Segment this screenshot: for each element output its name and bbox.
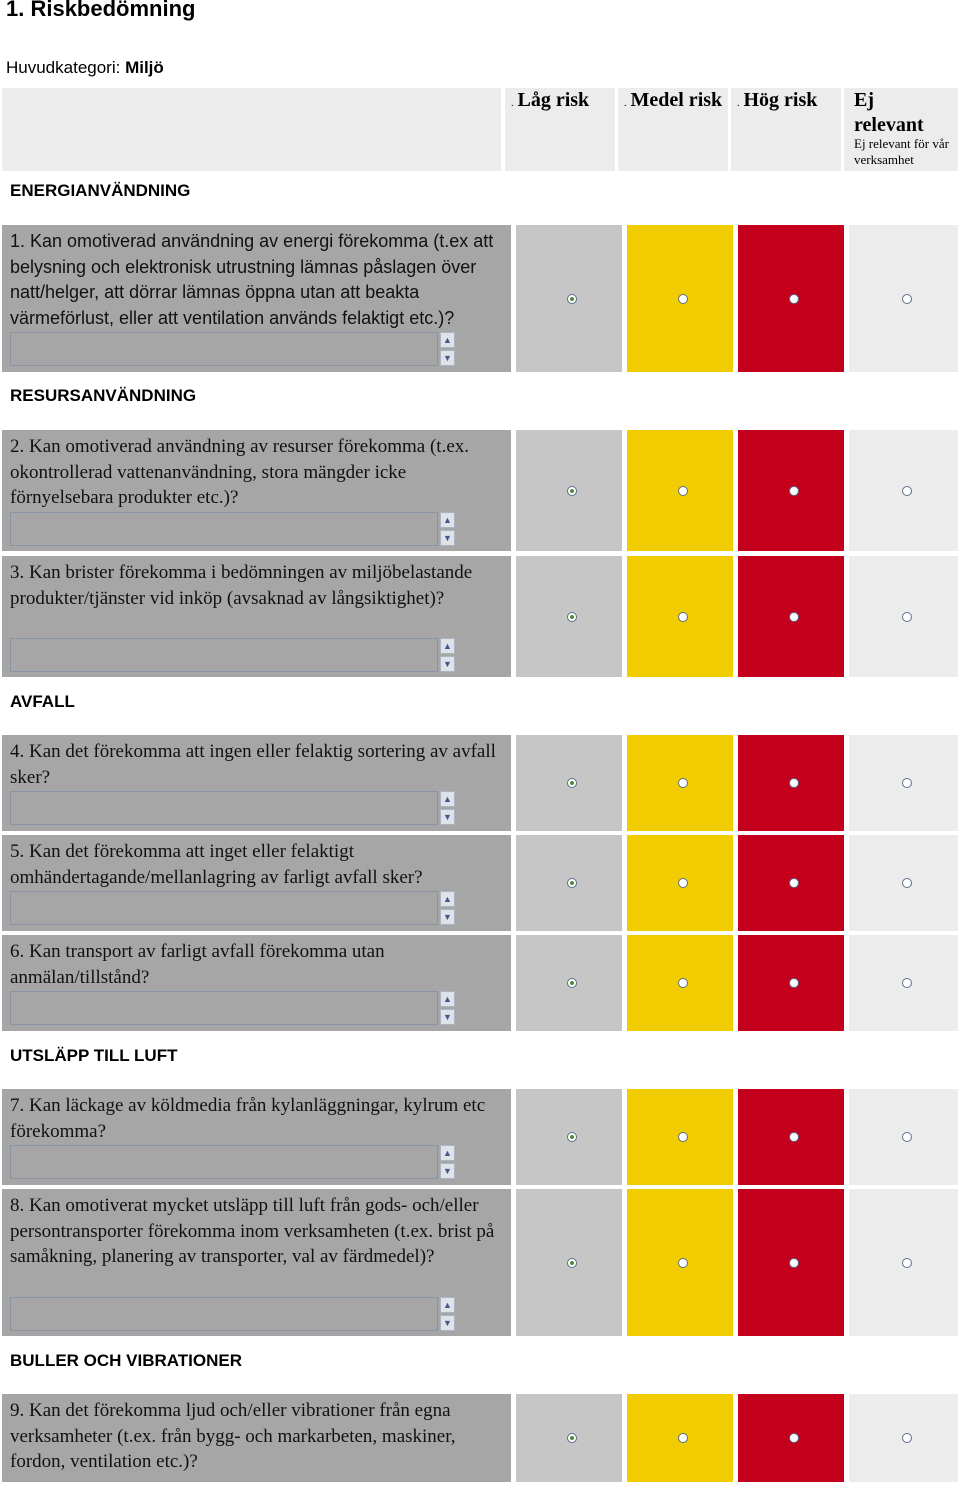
radio-not-relevant[interactable] <box>902 612 912 622</box>
radio-medium[interactable] <box>678 1258 688 1268</box>
question-text: 6. Kan transport av farligt avfall förekomma utan anmälan/tillstånd? <box>10 941 385 988</box>
risk-cell-not-relevant[interactable] <box>849 1394 958 1482</box>
radio-medium[interactable] <box>678 294 688 304</box>
answer-field[interactable] <box>10 991 438 1025</box>
radio-high[interactable] <box>789 294 799 304</box>
answer-scroll[interactable] <box>440 332 455 366</box>
radio-high[interactable] <box>789 1132 799 1142</box>
answer-field[interactable] <box>10 891 438 925</box>
radio-low[interactable] <box>567 878 577 888</box>
question-text: 1. Kan omotiverad användning av energi förekomma (t.ex att belysning och elektronisk utrustning lämnas påslagen över natt/helger, att dörrar lämnas öppna utan att beakta värmeförlust, eller att ventilation används felaktigt etc.)? <box>10 231 494 328</box>
radio-high[interactable] <box>789 486 799 496</box>
risk-cell-medium[interactable] <box>627 735 733 831</box>
question-text: 3. Kan brister förekomma i bedömningen av miljöbelastande produkter/tjänster vid inköp (avsaknad av långsiktighet)? <box>10 562 473 609</box>
question-row <box>2 556 511 677</box>
answer-field[interactable] <box>10 638 438 672</box>
risk-cell-high[interactable] <box>738 1089 844 1185</box>
radio-not-relevant[interactable] <box>902 978 912 988</box>
radio-high[interactable] <box>789 878 799 888</box>
scroll-up-icon[interactable]: ▲ <box>440 991 455 1007</box>
scroll-up-icon[interactable]: ▲ <box>440 1145 455 1161</box>
question-row <box>2 1394 511 1482</box>
risk-cell-not-relevant[interactable] <box>849 430 958 551</box>
answer-field[interactable] <box>10 1297 438 1331</box>
radio-not-relevant[interactable] <box>902 1433 912 1443</box>
risk-cell-medium[interactable] <box>627 556 733 677</box>
risk-cell-medium[interactable] <box>627 225 733 372</box>
scroll-up-icon[interactable]: ▲ <box>440 1297 455 1313</box>
question-text: 9. Kan det förekomma ljud och/eller vibrationer från egna verksamheter (t.ex. från bygg- och markarbeten, maskiner, fordon, ventilation etc.)? <box>10 1400 456 1472</box>
column-header-low: . Låg risk <box>505 88 615 171</box>
question-text: 8. Kan omotiverat mycket utsläpp till luft från gods- och/eller persontransporter förekomma inom verksamheten (t.ex. brist på samåkning, planering av transporter, val av färdmedel)? <box>10 1195 495 1267</box>
radio-low[interactable] <box>567 1132 577 1142</box>
risk-cell-medium[interactable] <box>627 835 733 931</box>
radio-not-relevant[interactable] <box>902 294 912 304</box>
risk-cell-high[interactable] <box>738 430 844 551</box>
risk-cell-not-relevant[interactable] <box>849 1189 958 1336</box>
scroll-down-icon[interactable]: ▼ <box>440 530 455 546</box>
scroll-up-icon[interactable]: ▲ <box>440 891 455 907</box>
risk-cell-high[interactable] <box>738 835 844 931</box>
section-heading: RESURSANVÄNDNING <box>10 386 197 405</box>
radio-medium[interactable] <box>678 978 688 988</box>
column-header-not-relevant <box>844 88 958 171</box>
risk-cell-low[interactable] <box>516 556 622 677</box>
risk-cell-low[interactable] <box>516 1394 622 1482</box>
answer-scroll[interactable] <box>440 991 455 1025</box>
section-heading: AVFALL <box>10 692 75 711</box>
scroll-down-icon[interactable]: ▼ <box>440 656 455 672</box>
question-row <box>2 935 511 1031</box>
column-label-low: Låg risk <box>517 89 590 111</box>
radio-high[interactable] <box>789 778 799 788</box>
answer-field[interactable] <box>10 1145 438 1179</box>
page-title: 1. Riskbedömning <box>6 0 196 21</box>
question-text: 2. Kan omotiverad användning av resurser förekomma (t.ex. okontrollerad vattenanvändning, stora mängder icke förnyelsebara produkter etc.)? <box>10 436 470 508</box>
risk-cell-not-relevant[interactable] <box>849 735 958 831</box>
risk-cell-low[interactable] <box>516 430 622 551</box>
risk-cell-medium[interactable] <box>627 1189 733 1336</box>
answer-field[interactable] <box>10 332 438 366</box>
section-heading: UTSLÄPP TILL LUFT <box>10 1046 178 1065</box>
risk-cell-medium[interactable] <box>627 1089 733 1185</box>
scroll-up-icon[interactable]: ▲ <box>440 332 455 348</box>
risk-cell-not-relevant[interactable] <box>849 935 958 1031</box>
scroll-up-icon[interactable]: ▲ <box>440 791 455 807</box>
answer-field[interactable] <box>10 791 438 825</box>
question-row <box>2 1189 511 1336</box>
risk-cell-not-relevant[interactable] <box>849 225 958 372</box>
answer-field[interactable] <box>10 512 438 546</box>
risk-cell-low[interactable] <box>516 735 622 831</box>
radio-high[interactable] <box>789 1433 799 1443</box>
radio-low[interactable] <box>567 294 577 304</box>
answer-scroll[interactable] <box>440 1145 455 1179</box>
main-category <box>6 58 164 78</box>
question-row <box>2 835 511 931</box>
column-label-not-relevant: Ej relevant <box>854 89 924 136</box>
radio-medium[interactable] <box>678 878 688 888</box>
radio-not-relevant[interactable] <box>902 486 912 496</box>
scroll-up-icon[interactable]: ▲ <box>440 512 455 528</box>
question-row <box>2 430 511 551</box>
question-text: 4. Kan det förekomma att ingen eller felaktig sortering av avfall sker? <box>10 741 496 788</box>
radio-low[interactable] <box>567 778 577 788</box>
column-sublabel-not-relevant: Ej relevant för vår verksamhet <box>854 136 949 167</box>
question-text: 5. Kan det förekomma att inget eller felaktigt omhändertagande/mellanlagring av farligt avfall sker? <box>10 841 423 888</box>
radio-not-relevant[interactable] <box>902 1258 912 1268</box>
radio-low[interactable] <box>567 978 577 988</box>
question-row <box>2 225 511 372</box>
risk-cell-not-relevant[interactable] <box>849 1089 958 1185</box>
radio-high[interactable] <box>789 612 799 622</box>
radio-medium[interactable] <box>678 1433 688 1443</box>
main-category-label: Huvudkategori: <box>6 58 121 77</box>
radio-low[interactable] <box>567 486 577 496</box>
question-row <box>2 1089 511 1185</box>
risk-cell-high[interactable] <box>738 935 844 1031</box>
radio-low[interactable] <box>567 1433 577 1443</box>
risk-cell-low[interactable] <box>516 935 622 1031</box>
risk-cell-not-relevant[interactable] <box>849 835 958 931</box>
main-category-value: Miljö <box>125 58 164 77</box>
answer-scroll[interactable] <box>440 891 455 925</box>
section-heading: BULLER OCH VIBRATIONER <box>10 1351 243 1370</box>
radio-medium[interactable] <box>678 486 688 496</box>
radio-not-relevant[interactable] <box>902 1132 912 1142</box>
question-row <box>2 735 511 831</box>
scroll-down-icon[interactable]: ▼ <box>440 1163 455 1179</box>
risk-cell-medium[interactable] <box>627 1394 733 1482</box>
answer-scroll[interactable] <box>440 638 455 672</box>
answer-scroll[interactable] <box>440 1297 455 1331</box>
radio-high[interactable] <box>789 978 799 988</box>
column-header-medium: . Medel risk <box>618 88 728 171</box>
radio-not-relevant[interactable] <box>902 778 912 788</box>
answer-scroll[interactable] <box>440 512 455 546</box>
radio-medium[interactable] <box>678 778 688 788</box>
answer-scroll[interactable] <box>440 791 455 825</box>
risk-cell-medium[interactable] <box>627 935 733 1031</box>
header-blank <box>2 88 501 171</box>
risk-cell-low[interactable] <box>516 1189 622 1336</box>
radio-medium[interactable] <box>678 612 688 622</box>
radio-not-relevant[interactable] <box>902 878 912 888</box>
scroll-down-icon[interactable]: ▼ <box>440 350 455 366</box>
radio-low[interactable] <box>567 612 577 622</box>
risk-cell-not-relevant[interactable] <box>849 556 958 677</box>
risk-cell-low[interactable] <box>516 225 622 372</box>
radio-low[interactable] <box>567 1258 577 1268</box>
risk-cell-high[interactable] <box>738 225 844 372</box>
risk-cell-high[interactable] <box>738 1394 844 1482</box>
column-label-medium: Medel risk <box>630 89 723 111</box>
column-label-high: Hög risk <box>743 89 818 111</box>
question-text: 7. Kan läckage av köldmedia från kylanläggningar, kylrum etc förekomma? <box>10 1095 486 1142</box>
risk-cell-low[interactable] <box>516 835 622 931</box>
radio-medium[interactable] <box>678 1132 688 1142</box>
scroll-down-icon[interactable]: ▼ <box>440 1009 455 1025</box>
column-header-high: . Hög risk <box>731 88 841 171</box>
scroll-down-icon[interactable]: ▼ <box>440 1315 455 1331</box>
risk-cell-high[interactable] <box>738 556 844 677</box>
scroll-down-icon[interactable]: ▼ <box>440 909 455 925</box>
scroll-up-icon[interactable]: ▲ <box>440 638 455 654</box>
section-heading: ENERGIANVÄNDNING <box>10 181 191 200</box>
risk-cell-medium[interactable] <box>627 430 733 551</box>
scroll-down-icon[interactable]: ▼ <box>440 809 455 825</box>
risk-cell-low[interactable] <box>516 1089 622 1185</box>
risk-cell-high[interactable] <box>738 735 844 831</box>
risk-cell-high[interactable] <box>738 1189 844 1336</box>
radio-high[interactable] <box>789 1258 799 1268</box>
